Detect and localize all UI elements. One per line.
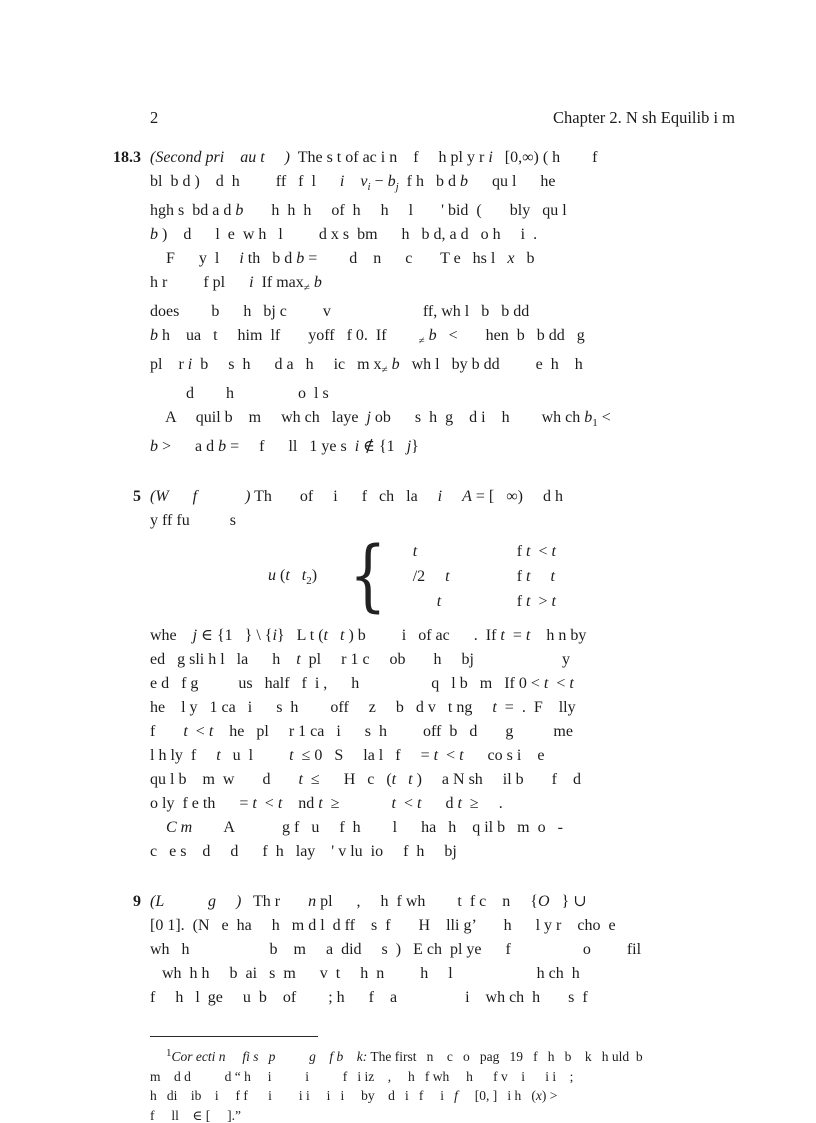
text-segment: t (500, 627, 505, 644)
exercise-number: 5 (133, 488, 141, 505)
text-segment: b (235, 202, 244, 219)
text-segment: ≥ . (461, 795, 503, 812)
text-segment: > a d (158, 438, 219, 455)
text-segment: d h o l s (150, 385, 329, 402)
text-segment: j (395, 181, 399, 193)
text-segment: t (459, 747, 464, 764)
text-segment: = d n c T e hs l (304, 250, 508, 267)
text-segment: < (187, 723, 209, 740)
text-segment: t (543, 675, 549, 692)
text-segment: f (454, 1088, 458, 1103)
text-segment: wh l by b dd e h h (399, 356, 583, 373)
text-segment: i (239, 250, 244, 267)
text-line (150, 744, 737, 768)
text-segment: < hen b b dd g (436, 327, 585, 344)
text-segment: pl , h f wh t f c n { (316, 893, 538, 910)
text-line (150, 1067, 737, 1087)
text-segment: t (339, 627, 345, 644)
case-condition (517, 564, 555, 589)
text-segment: t (433, 747, 439, 764)
text-segment: ≤ H c ( (302, 771, 392, 788)
case-value (399, 589, 517, 614)
text-segment: x (507, 250, 515, 267)
text-line (150, 720, 737, 744)
text-segment: = (504, 627, 526, 644)
text-segment: ∉ {1 (359, 438, 407, 455)
text-segment: whe (150, 627, 193, 644)
text-segment: } ∪ (549, 893, 587, 910)
text-segment: ) > (541, 1088, 558, 1103)
text-segment: m d d d “ h i i f i iz , h f wh h f v i i i ; (150, 1068, 574, 1084)
text-line (150, 300, 737, 324)
exercise-item (103, 146, 737, 459)
text-segment: t (492, 699, 497, 716)
text-segment: ) a N sh il b f d (412, 771, 582, 788)
text-segment: t (526, 593, 531, 610)
text-segment: t (525, 627, 531, 644)
text-segment (442, 488, 462, 505)
text-segment: nd (282, 795, 319, 812)
text-segment: ≠ (381, 364, 388, 376)
text-segment: ob s h g d i h wh ch (370, 409, 585, 426)
text-segment: b (313, 274, 322, 291)
text-line (150, 840, 737, 864)
text-segment: t (301, 566, 307, 584)
text-line (150, 696, 737, 720)
text-line (150, 938, 737, 962)
text-segment: [0 1]. (N e ha h m d l d ff s f H lli g’ h l y r cho e (150, 917, 616, 934)
exercise-body (150, 890, 737, 1010)
text-segment: = [ ∞) d h (471, 488, 563, 505)
text-segment: i (249, 274, 254, 291)
text-line (150, 1086, 737, 1106)
text-segment: < (597, 409, 611, 426)
text-segment: b (391, 356, 400, 373)
text-line (150, 624, 737, 648)
text-line (150, 170, 737, 199)
text-segment (396, 771, 408, 788)
page-header (150, 108, 735, 128)
text-segment: ( (276, 566, 286, 584)
text-segment: h ua t him lf yoff f 0. If (158, 327, 419, 344)
text-segment: < (256, 795, 278, 812)
text-segment: y ff fu s (150, 512, 236, 529)
text-line (150, 1044, 737, 1067)
paragraph (150, 890, 737, 1010)
text-line (150, 509, 737, 533)
text-segment: e d f g us half f i , h q l b m If 0 < (150, 675, 544, 692)
text-segment: t (216, 747, 221, 764)
footnote-rule (150, 1036, 318, 1037)
text-segment: ≤ 0 S la l f = (293, 747, 434, 764)
cases-row (399, 589, 556, 614)
text-segment: does b h bj c v ff, wh l b b dd (150, 303, 530, 320)
text-segment: } (411, 438, 419, 455)
text-segment: ) b i of ac . If (344, 627, 501, 644)
paragraph (150, 624, 737, 816)
text-segment: d (421, 795, 458, 812)
text-segment: The first n c o pag 19 f h b k h uld b (367, 1049, 643, 1064)
text-segment: b (514, 250, 535, 267)
text-segment: hgh s bd a d (150, 202, 236, 219)
text-segment: x (535, 1088, 542, 1103)
text-segment: qu l he (467, 173, 556, 190)
text-segment: t (183, 723, 188, 740)
text-segment: pl r 1 c ob h bj y (300, 651, 570, 668)
formula-lhs (268, 567, 317, 587)
text-segment: t (412, 543, 418, 560)
text-segment: t (277, 795, 283, 812)
paragraph (150, 247, 737, 406)
text-segment: h h h of h h l ' bid ( bly qu l (243, 202, 567, 219)
text-segment: i (272, 627, 277, 644)
exercise-item (103, 890, 737, 1010)
text-segment: i (437, 488, 443, 505)
text-segment: If max (253, 274, 304, 291)
text-segment: t (569, 675, 574, 692)
text-segment: t (391, 771, 397, 788)
text-segment: b (150, 438, 158, 455)
text-segment (344, 173, 360, 190)
paragraph (150, 406, 737, 459)
cases-row (399, 564, 556, 589)
text-line (150, 199, 737, 223)
text-segment: [0, ] i h ( (457, 1088, 536, 1103)
text-segment: he l y 1 ca i s h off z b d v t ng (150, 699, 493, 716)
text-segment: ≠ (303, 282, 310, 294)
text-segment: t (436, 593, 442, 610)
text-segment (328, 627, 340, 644)
paragraph (150, 146, 737, 247)
case-value (399, 564, 517, 589)
text-segment: ) (311, 566, 318, 584)
text-segment: j (406, 438, 412, 455)
text-segment: t (323, 627, 328, 644)
text-segment: co s i e (463, 747, 545, 764)
text-segment: 2 (306, 574, 312, 587)
text-segment: l h ly f (150, 747, 217, 764)
text-line (150, 890, 737, 914)
text-segment: b (296, 250, 305, 267)
text-segment: h r f pl (150, 274, 250, 291)
text-segment: i (354, 438, 360, 455)
text-segment: t (457, 795, 462, 812)
exercise-number: 18.3 (113, 149, 141, 166)
text-line (150, 816, 737, 840)
text-segment (530, 568, 550, 585)
text-segment: pl r (150, 356, 188, 373)
text-segment: ≠ (418, 335, 425, 347)
text-segment: Cor ecti n fi s p g f b k: (171, 1049, 368, 1064)
text-segment: 1 (592, 417, 598, 429)
text-line (150, 406, 737, 435)
cases-rows (399, 539, 556, 614)
text-segment: f (516, 568, 527, 585)
text-line (150, 986, 737, 1010)
text-segment: f (516, 543, 527, 560)
text-segment: t (526, 543, 531, 560)
text-segment: t (318, 795, 323, 812)
text-line (150, 353, 737, 382)
text-segment: j (192, 627, 198, 644)
text-segment: (L g ) (150, 893, 242, 910)
text-segment: f (150, 723, 184, 740)
exercise-item (103, 485, 737, 864)
text-segment: j (366, 409, 371, 426)
case-condition (517, 589, 556, 614)
text-line (150, 247, 737, 271)
text-segment: b (218, 438, 227, 455)
chapter-running-title: Chapter 2. N sh Equilib i m (553, 108, 735, 127)
text-segment: f ll ∈ [ ].” (150, 1107, 241, 1123)
exercise-body (150, 146, 737, 459)
text-segment: b (150, 327, 158, 344)
text-line (150, 324, 737, 353)
text-line (150, 146, 737, 170)
text-segment: O (537, 893, 550, 910)
text-segment: t (252, 795, 257, 812)
text-segment: bl b d ) d h ff f l (150, 173, 340, 190)
text-segment: (Second pri au t ) (150, 149, 290, 166)
text-segment: < (548, 675, 570, 692)
cases-row (399, 539, 556, 564)
text-line (150, 271, 737, 300)
text-line (150, 485, 737, 509)
text-segment: wh h h b ai s m v t h n h l h ch h (150, 965, 580, 982)
text-segment: i (488, 149, 493, 166)
text-segment: t (391, 795, 396, 812)
text-segment: C m (166, 819, 193, 836)
text-segment: (W f ) (150, 488, 251, 505)
text-segment: < (395, 795, 417, 812)
text-segment: Th of i f ch la (250, 488, 438, 505)
paragraph (150, 816, 737, 864)
text-segment: t (526, 568, 531, 585)
text-segment: th b d (243, 250, 297, 267)
text-line (150, 792, 737, 816)
text-segment: t (208, 723, 214, 740)
text-line (150, 223, 737, 247)
text-segment: i (367, 181, 371, 193)
text-segment: = . F lly (496, 699, 576, 716)
text-segment: n (308, 893, 317, 910)
text-segment: b (428, 327, 437, 344)
text-segment: u l (220, 747, 290, 764)
case-value (399, 539, 517, 564)
page-number: 2 (150, 108, 159, 127)
text-segment: ed g sli h l la h (150, 651, 297, 668)
exercise-list (103, 146, 737, 1123)
case-condition (517, 539, 556, 564)
left-brace: { (349, 531, 387, 622)
text-segment (290, 567, 302, 584)
text-line (150, 1106, 737, 1123)
footnote (150, 1036, 737, 1123)
text-segment: Th r (241, 893, 309, 910)
text-segment: A g f u f h l ha h q il b m o - (192, 819, 563, 836)
text-segment: b (584, 409, 593, 426)
text-segment: he pl r 1 ca i s h off b d g me (213, 723, 573, 740)
text-segment: t (289, 747, 294, 764)
text-segment: = f ll 1 ye s (226, 438, 355, 455)
text-segment: t (551, 593, 556, 610)
text-segment: v (360, 173, 368, 190)
text-segment: f (516, 593, 527, 610)
text-segment: b (150, 226, 158, 243)
text-line (150, 382, 737, 406)
text-segment: t (445, 568, 450, 585)
text-segment: [0,∞) ( h f (492, 149, 598, 166)
text-segment: t (298, 771, 303, 788)
text-segment: /2 (412, 568, 446, 585)
text-segment: c e s d d f h lay ' v lu io f h bj (150, 843, 457, 860)
text-segment: > (530, 593, 552, 610)
paragraph (150, 485, 737, 533)
text-segment: h n by (530, 627, 587, 644)
text-segment (413, 593, 437, 610)
text-segment: b (387, 173, 396, 190)
text-segment: F y l (150, 250, 240, 267)
text-segment: f h l ge u b of ; h f a i wh ch h s f (150, 989, 588, 1006)
text-segment: b (459, 173, 468, 190)
text-line (150, 768, 737, 792)
text-segment: t (408, 771, 413, 788)
text-segment: The s t of ac i n f h pl y r (289, 149, 489, 166)
text-segment: A quil b m wh ch laye (150, 409, 367, 426)
payoff-formula (268, 531, 737, 622)
text-segment (150, 819, 166, 836)
text-line (150, 914, 737, 938)
text-line (150, 672, 737, 696)
text-segment: t (285, 566, 290, 584)
text-segment: wh h b m a did s ) E ch pl ye f o fil (150, 941, 642, 958)
text-segment: f h b d (398, 173, 460, 190)
text-segment: ∈ {1 } \ { (197, 627, 273, 644)
text-segment: h di ib i f f i i i i i by d i f i (150, 1088, 455, 1103)
text-segment: t (296, 651, 301, 668)
exercise-body (150, 485, 737, 864)
exercise-number: 9 (133, 893, 141, 910)
text-segment: u (268, 566, 276, 584)
text-line (150, 435, 737, 459)
text-segment: } L t ( (276, 627, 324, 644)
text-line (150, 962, 737, 986)
text-segment: t (550, 568, 555, 585)
text-segment: 1 (166, 1047, 172, 1059)
text-segment: ≥ (322, 795, 392, 812)
text-segment: b s h d a h ic m x (192, 356, 382, 373)
text-segment: t (417, 795, 422, 812)
text-segment: t (551, 543, 556, 560)
text-segment: < (438, 747, 460, 764)
text-segment: ) d l e w h l d x s bm h b d, a d o h i . (158, 226, 538, 243)
text-segment: − (370, 173, 388, 190)
text-segment: A (462, 488, 472, 505)
text-segment: < (530, 543, 552, 560)
text-segment: qu l b m w d (150, 771, 299, 788)
text-line (150, 648, 737, 672)
text-segment: o ly f e th = (150, 795, 253, 812)
text-segment: i (339, 173, 345, 190)
text-segment: i (187, 356, 193, 373)
